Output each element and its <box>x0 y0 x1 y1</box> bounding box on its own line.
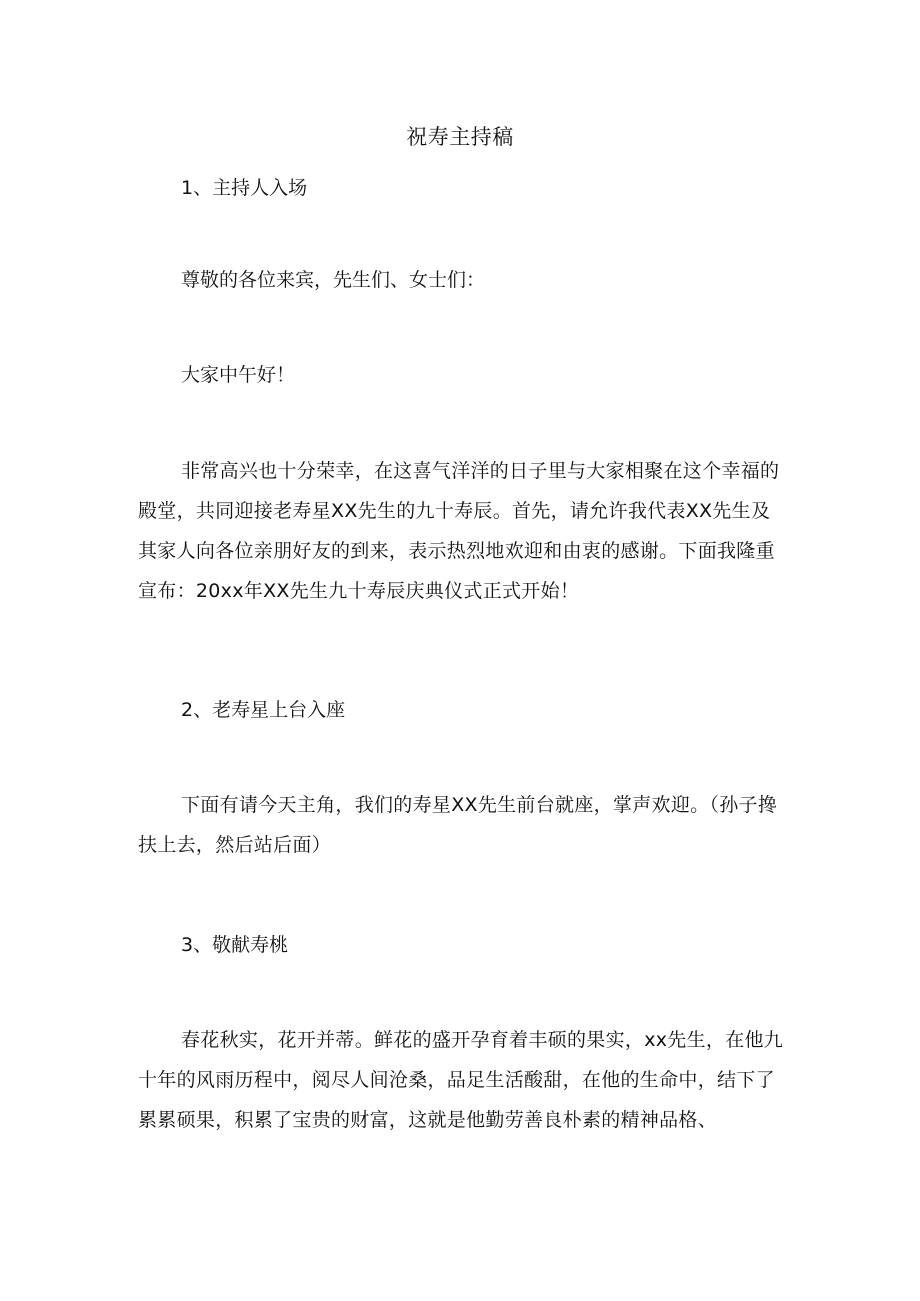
opening-paragraph: 非常高兴也十分荣幸，在这喜气洋洋的日子里与大家相聚在这个幸福的殿堂，共同迎接老寿星XX先生的九十寿辰。首先，请允许我代表XX先生及其家人向各位亲朋好友的到来，表示热烈地欢迎和由衷的感谢。下面我隆重宣布：20xx年XX先生九十寿辰庆典仪式正式开始！ <box>138 460 780 602</box>
section-heading-3: 3、敬献寿桃 <box>181 934 289 956</box>
document-title: 祝寿主持稿 <box>406 125 514 149</box>
good-noon-line: 大家中午好！ <box>181 364 296 386</box>
section-3-paragraph: 春花秋实，花开并蒂。鲜花的盛开孕育着丰硕的果实，xx先生，在他九十年的风雨历程中，阅尽人间沧桑，品足生活酸甜，在他的生命中，结下了累累硕果，积累了宝贵的财富，这就是他勤劳善良朴素的精神品格、 <box>138 1029 784 1131</box>
greeting-line: 尊敬的各位来宾，先生们、女士们： <box>181 269 486 291</box>
section-heading-1: 1、主持人入场 <box>181 177 308 199</box>
section-2-paragraph: 下面有请今天主角，我们的寿星XX先生前台就座，掌声欢迎。（孙子搀扶上去，然后站后面） <box>138 794 778 856</box>
section-heading-2: 2、老寿星上台入座 <box>181 699 346 721</box>
